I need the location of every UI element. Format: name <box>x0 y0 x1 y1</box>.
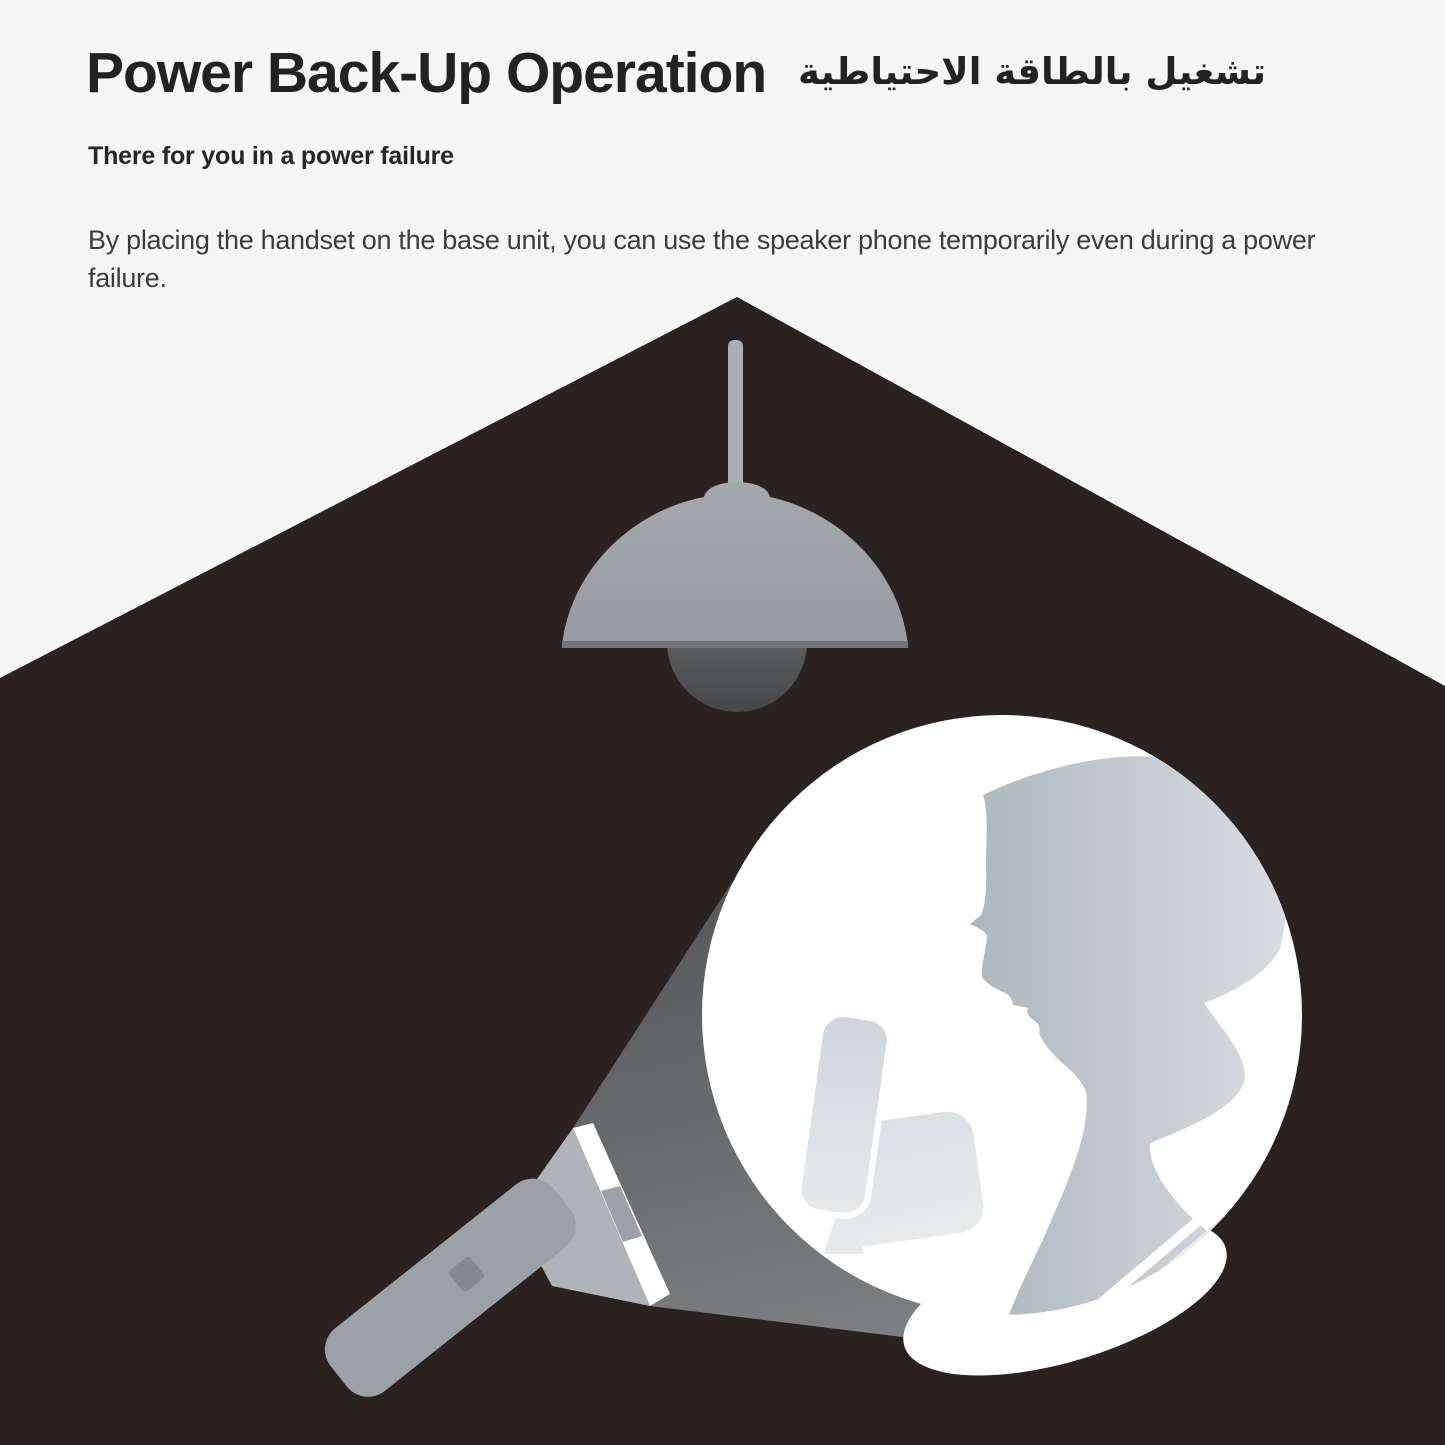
body-line-1: By placing the handset on the base unit, you can use the speaker phone temporarily even during a power <box>88 225 1316 255</box>
page-title: Power Back-Up Operation <box>86 41 767 105</box>
lamp-cord <box>728 340 743 505</box>
body-line-2: failure. <box>88 263 167 293</box>
page-title-arabic: تشغيل بالطاقة الاحتياطية <box>798 50 1266 93</box>
lamp-shade-rim <box>562 641 908 648</box>
body-text <box>88 221 1315 297</box>
subtitle: There for you in a power failure <box>88 142 454 170</box>
